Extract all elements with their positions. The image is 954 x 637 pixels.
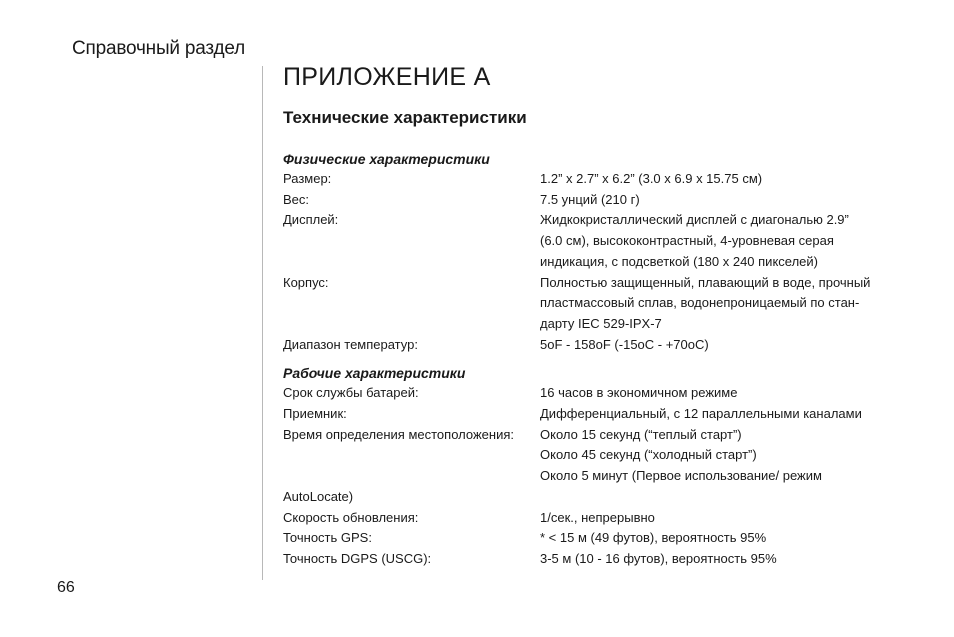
spec-value-line: 5oF - 158oF (-15oC - +70oC) — [540, 336, 709, 352]
spec-value-line: 1/сек., непрерывно — [540, 509, 655, 525]
spec-label: Срок службы батарей: — [283, 385, 419, 401]
physical-heading: Физические характеристики — [283, 151, 490, 167]
performance-heading: Рабочие характеристики — [283, 365, 466, 382]
spec-value — [540, 273, 923, 335]
performance-rows-2 — [283, 508, 923, 570]
spec-label: Вес: — [283, 191, 310, 207]
spec-label: Дисплей: — [283, 212, 339, 228]
spec-value-line: * < 15 м (49 футов), вероятность 95% — [540, 530, 767, 546]
spec-row — [283, 190, 923, 211]
spec-label: Точность DGPS (USCG): — [283, 550, 432, 566]
spec-value-line: дарту IEC 529-IPX-7 — [540, 315, 662, 331]
spec-value — [540, 508, 923, 529]
spec-value — [540, 425, 923, 487]
spec-value-line: Дифференциальный, с 12 параллельными каналами — [540, 406, 862, 422]
physical-specs — [283, 149, 923, 355]
page-number: 66 — [57, 579, 75, 596]
spec-row — [283, 273, 923, 335]
spec-value-line: 1.2” x 2.7” x 6.2” (3.0 x 6.9 x 15.75 см) — [540, 171, 763, 186]
spec-value — [540, 404, 923, 425]
spec-value — [540, 528, 923, 549]
spec-value-line: Около 15 секунд (“теплый старт”) — [540, 426, 742, 442]
spec-label: Размер: — [283, 171, 332, 186]
spec-row — [283, 425, 923, 487]
spec-row — [283, 528, 923, 549]
spec-row — [283, 549, 923, 570]
spec-value-line: пластмассовый сплав, водонепроницаемый по стан- — [540, 295, 860, 311]
spec-value-line: индикация, с подсветкой (180 x 240 пикселей) — [540, 253, 818, 269]
spec-label: Приемник: — [283, 406, 347, 422]
spec-value-line: Около 45 секунд (“холодный старт”) — [540, 447, 757, 463]
spec-value — [540, 210, 923, 272]
spec-value — [540, 335, 923, 356]
spec-value — [540, 383, 923, 404]
spec-row — [283, 335, 923, 356]
spec-label: Скорость обновления: — [283, 509, 419, 525]
spec-label: Время определения местоположения: — [283, 426, 514, 442]
spec-row — [283, 169, 923, 190]
spec-value — [540, 549, 923, 570]
section-label: Справочный раздел — [72, 38, 246, 59]
specs-title: Технические характеристики — [283, 108, 527, 127]
spec-value-line: 16 часов в экономичном режиме — [540, 385, 738, 401]
appendix-title: ПРИЛОЖЕНИЕ А — [283, 63, 491, 91]
spec-value-line: Около 5 минут (Первое использование/ режим — [540, 468, 822, 484]
performance-rows — [283, 383, 923, 487]
spec-value — [540, 190, 923, 211]
spec-value-line: 7.5 унций (210 г) — [540, 191, 640, 207]
spec-value-line: Жидкокристаллический дисплей с диагональю 2.9” — [540, 212, 849, 228]
spec-row — [283, 508, 923, 529]
spec-label: Корпус: — [283, 274, 329, 290]
spec-value-line: Полностью защищенный, плавающий в воде, прочный — [540, 274, 871, 290]
spec-label: Диапазон температур: — [283, 336, 418, 352]
physical-rows — [283, 169, 923, 355]
spec-value — [540, 169, 923, 190]
vertical-divider — [262, 66, 263, 580]
performance-specs — [283, 363, 923, 569]
spec-row — [283, 210, 923, 272]
spec-label: Точность GPS: — [283, 530, 372, 546]
page-content — [283, 60, 923, 570]
spec-row — [283, 404, 923, 425]
spec-value-line: 3-5 м (10 - 16 футов), вероятность 95% — [540, 550, 777, 566]
spec-value-line: (6.0 см), высококонтрастный, 4-уровневая серая — [540, 233, 834, 249]
overflow-line: AutoLocate) — [283, 488, 354, 504]
spec-row — [283, 383, 923, 404]
